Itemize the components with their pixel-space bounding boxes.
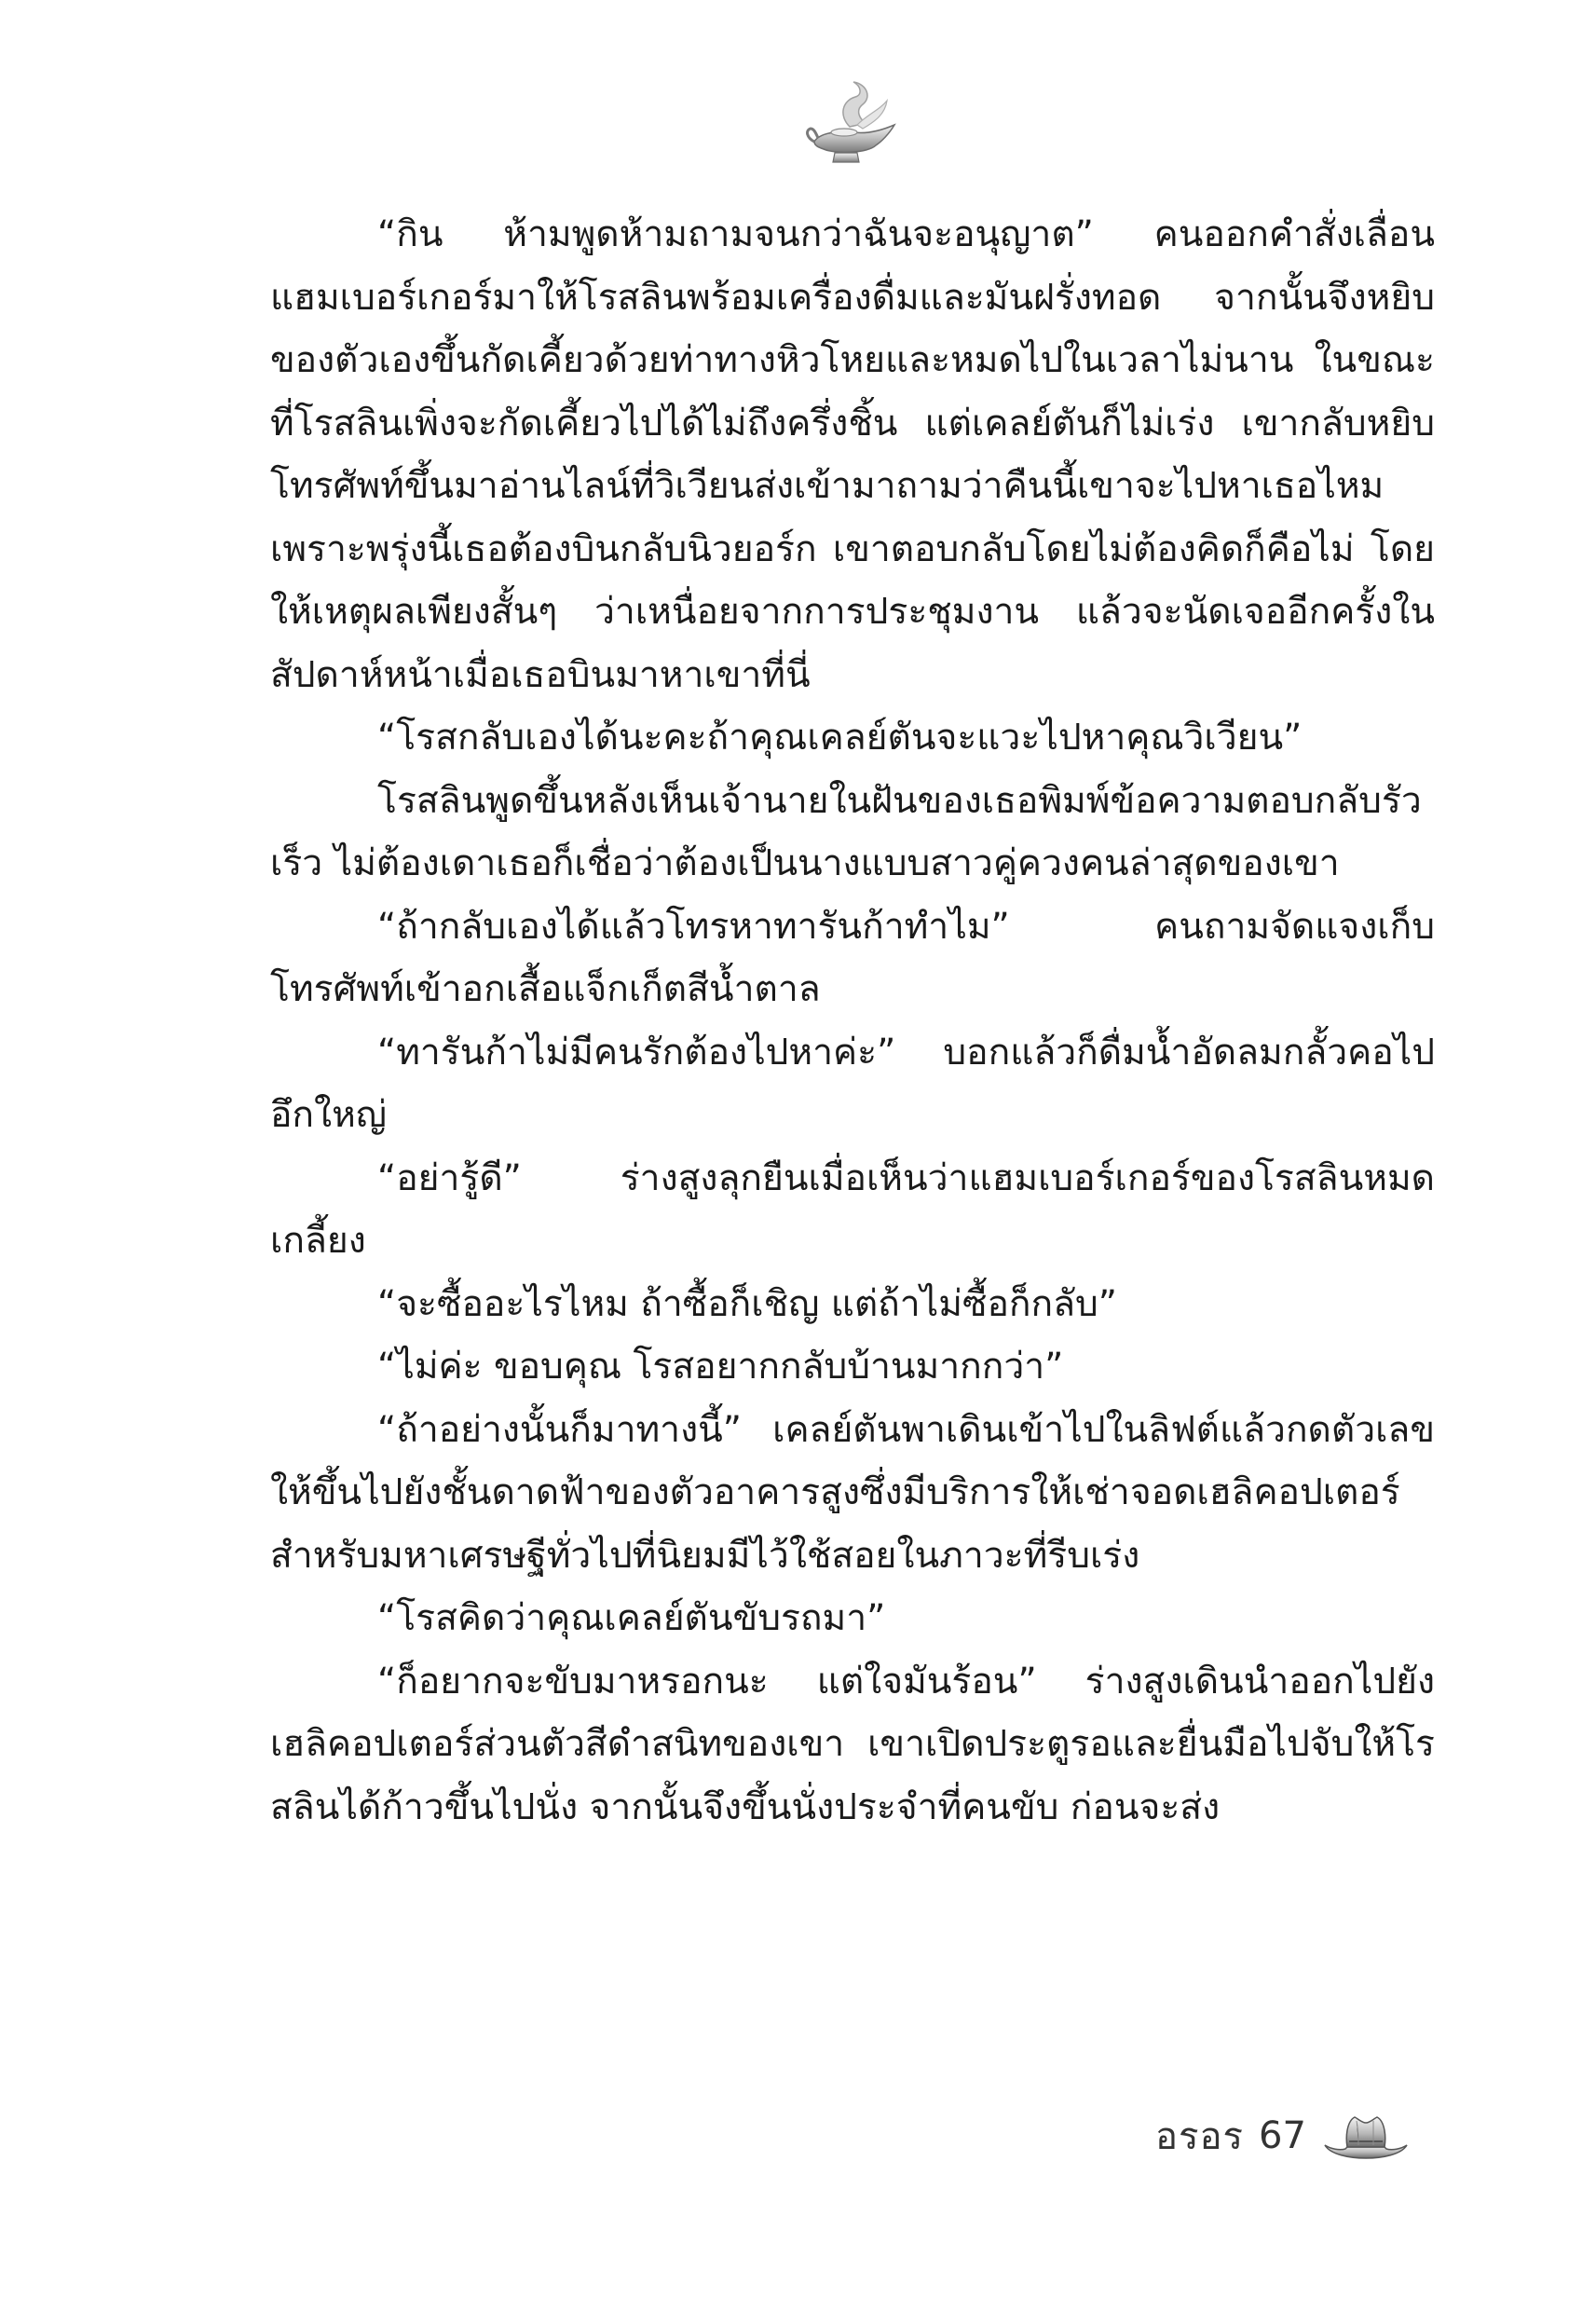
paragraph: “ถ้ากลับเองได้แล้วโทรหาทารันก้าทำไม” คนถามจัดแจงเก็บโทรศัพท์เข้าอกเสื้อแจ็กเก็ตสีน้ำตาล [270, 905, 1435, 1010]
page-footer [1155, 2108, 1411, 2164]
paragraph: “ทารันก้าไม่มีคนรักต้องไปหาค่ะ” บอกแล้วก็ดื่มน้ำอัดลมกลั้วคอไปอึกใหญ่ [270, 1031, 1435, 1136]
genie-lamp-icon [801, 73, 904, 175]
paragraph: “โรสกลับเองได้นะคะถ้าคุณเคลย์ตันจะแวะไปหาคุณวิเวียน” [377, 717, 1303, 759]
paragraph: “กิน ห้ามพูดห้ามถามจนกว่าฉันจะอนุญาต” คนออกคำสั่งเลื่อนแฮมเบอร์เกอร์มาให้โรสลินพร้อมเครื่องดื่มและมันฝรั่งทอด จากนั้นจึงหยิบของตัวเองขึ้นกัดเคี้ยวด้วยท่าทางหิวโหยและหมดไปในเวลาไม่นาน ในขณะที่โรสลินเพิ่งจะกัดเคี้ยวไปได้ไม่ถึงครึ่งชิ้น แต่เคลย์ตันก็ไม่เร่ง เขากลับหยิบโทรศัพท์ขึ้นมาอ่านไลน์ที่วิเวียนส่งเข้ามาถามว่าคืนนี้เขาจะไปหาเธอไหม เพราะพรุ่งนี้เธอต้องบินกลับนิวยอร์ก เขาตอบกลับโดยไม่ต้องคิดก็คือไม่ โดยให้เหตุผลเพียงสั้นๆ ว่าเหนื่อยจากการประชุมงาน แล้วจะนัดเจออีกครั้งในสัปดาห์หน้าเมื่อเธอบินมาหาเขาที่นี่ [270, 213, 1435, 696]
cowboy-hat-icon [1321, 2108, 1411, 2164]
paragraph: “ไม่ค่ะ ขอบคุณ โรสอยากกลับบ้านมากกว่า” [377, 1346, 1064, 1388]
paragraph: “จะซื้ออะไรไหม ถ้าซื้อก็เชิญ แต่ถ้าไม่ซื้อก็กลับ” [377, 1282, 1117, 1325]
page-number: 67 [1259, 2114, 1306, 2157]
page-body [270, 203, 1435, 1839]
running-title: อรอร [1155, 2115, 1245, 2158]
paragraph: “ถ้าอย่างนั้นก็มาทางนี้” เคลย์ตันพาเดินเข้าไปในลิฟต์แล้วกดตัวเลขให้ขึ้นไปยังชั้นดาดฟ้าของตัวอาคารสูงซึ่งมีบริการให้เช่าจอดเฮลิคอปเตอร์สำหรับมหาเศรษฐีทั่วไปที่นิยมมีไว้ใช้สอยในภาวะที่รีบเร่ง [270, 1408, 1435, 1577]
paragraph: “อย่ารู้ดี” ร่างสูงลุกยืนเมื่อเห็นว่าแฮมเบอร์เกอร์ของโรสลินหมดเกลี้ยง [270, 1156, 1435, 1262]
paragraph: “โรสคิดว่าคุณเคลย์ตันขับรถมา” [377, 1597, 886, 1639]
paragraph: โรสลินพูดขึ้นหลังเห็นเจ้านายในฝันของเธอพิมพ์ข้อความตอบกลับรัวเร็ว ไม่ต้องเดาเธอก็เชื่อว่าต้องเป็นนางแบบสาวคู่ควงคนล่าสุดของเขา [270, 779, 1422, 884]
paragraph: “ก็อยากจะขับมาหรอกนะ แต่ใจมันร้อน” ร่างสูงเดินนำออกไปยังเฮลิคอปเตอร์ส่วนตัวสีดำสนิทของเขา เขาเปิดประตูรอและยื่นมือไปจับให้โรสลินได้ก้าวขึ้นไปนั่ง จากนั้นจึงขึ้นนั่งประจำที่คนขับ ก่อนจะส่ง [270, 1660, 1435, 1828]
